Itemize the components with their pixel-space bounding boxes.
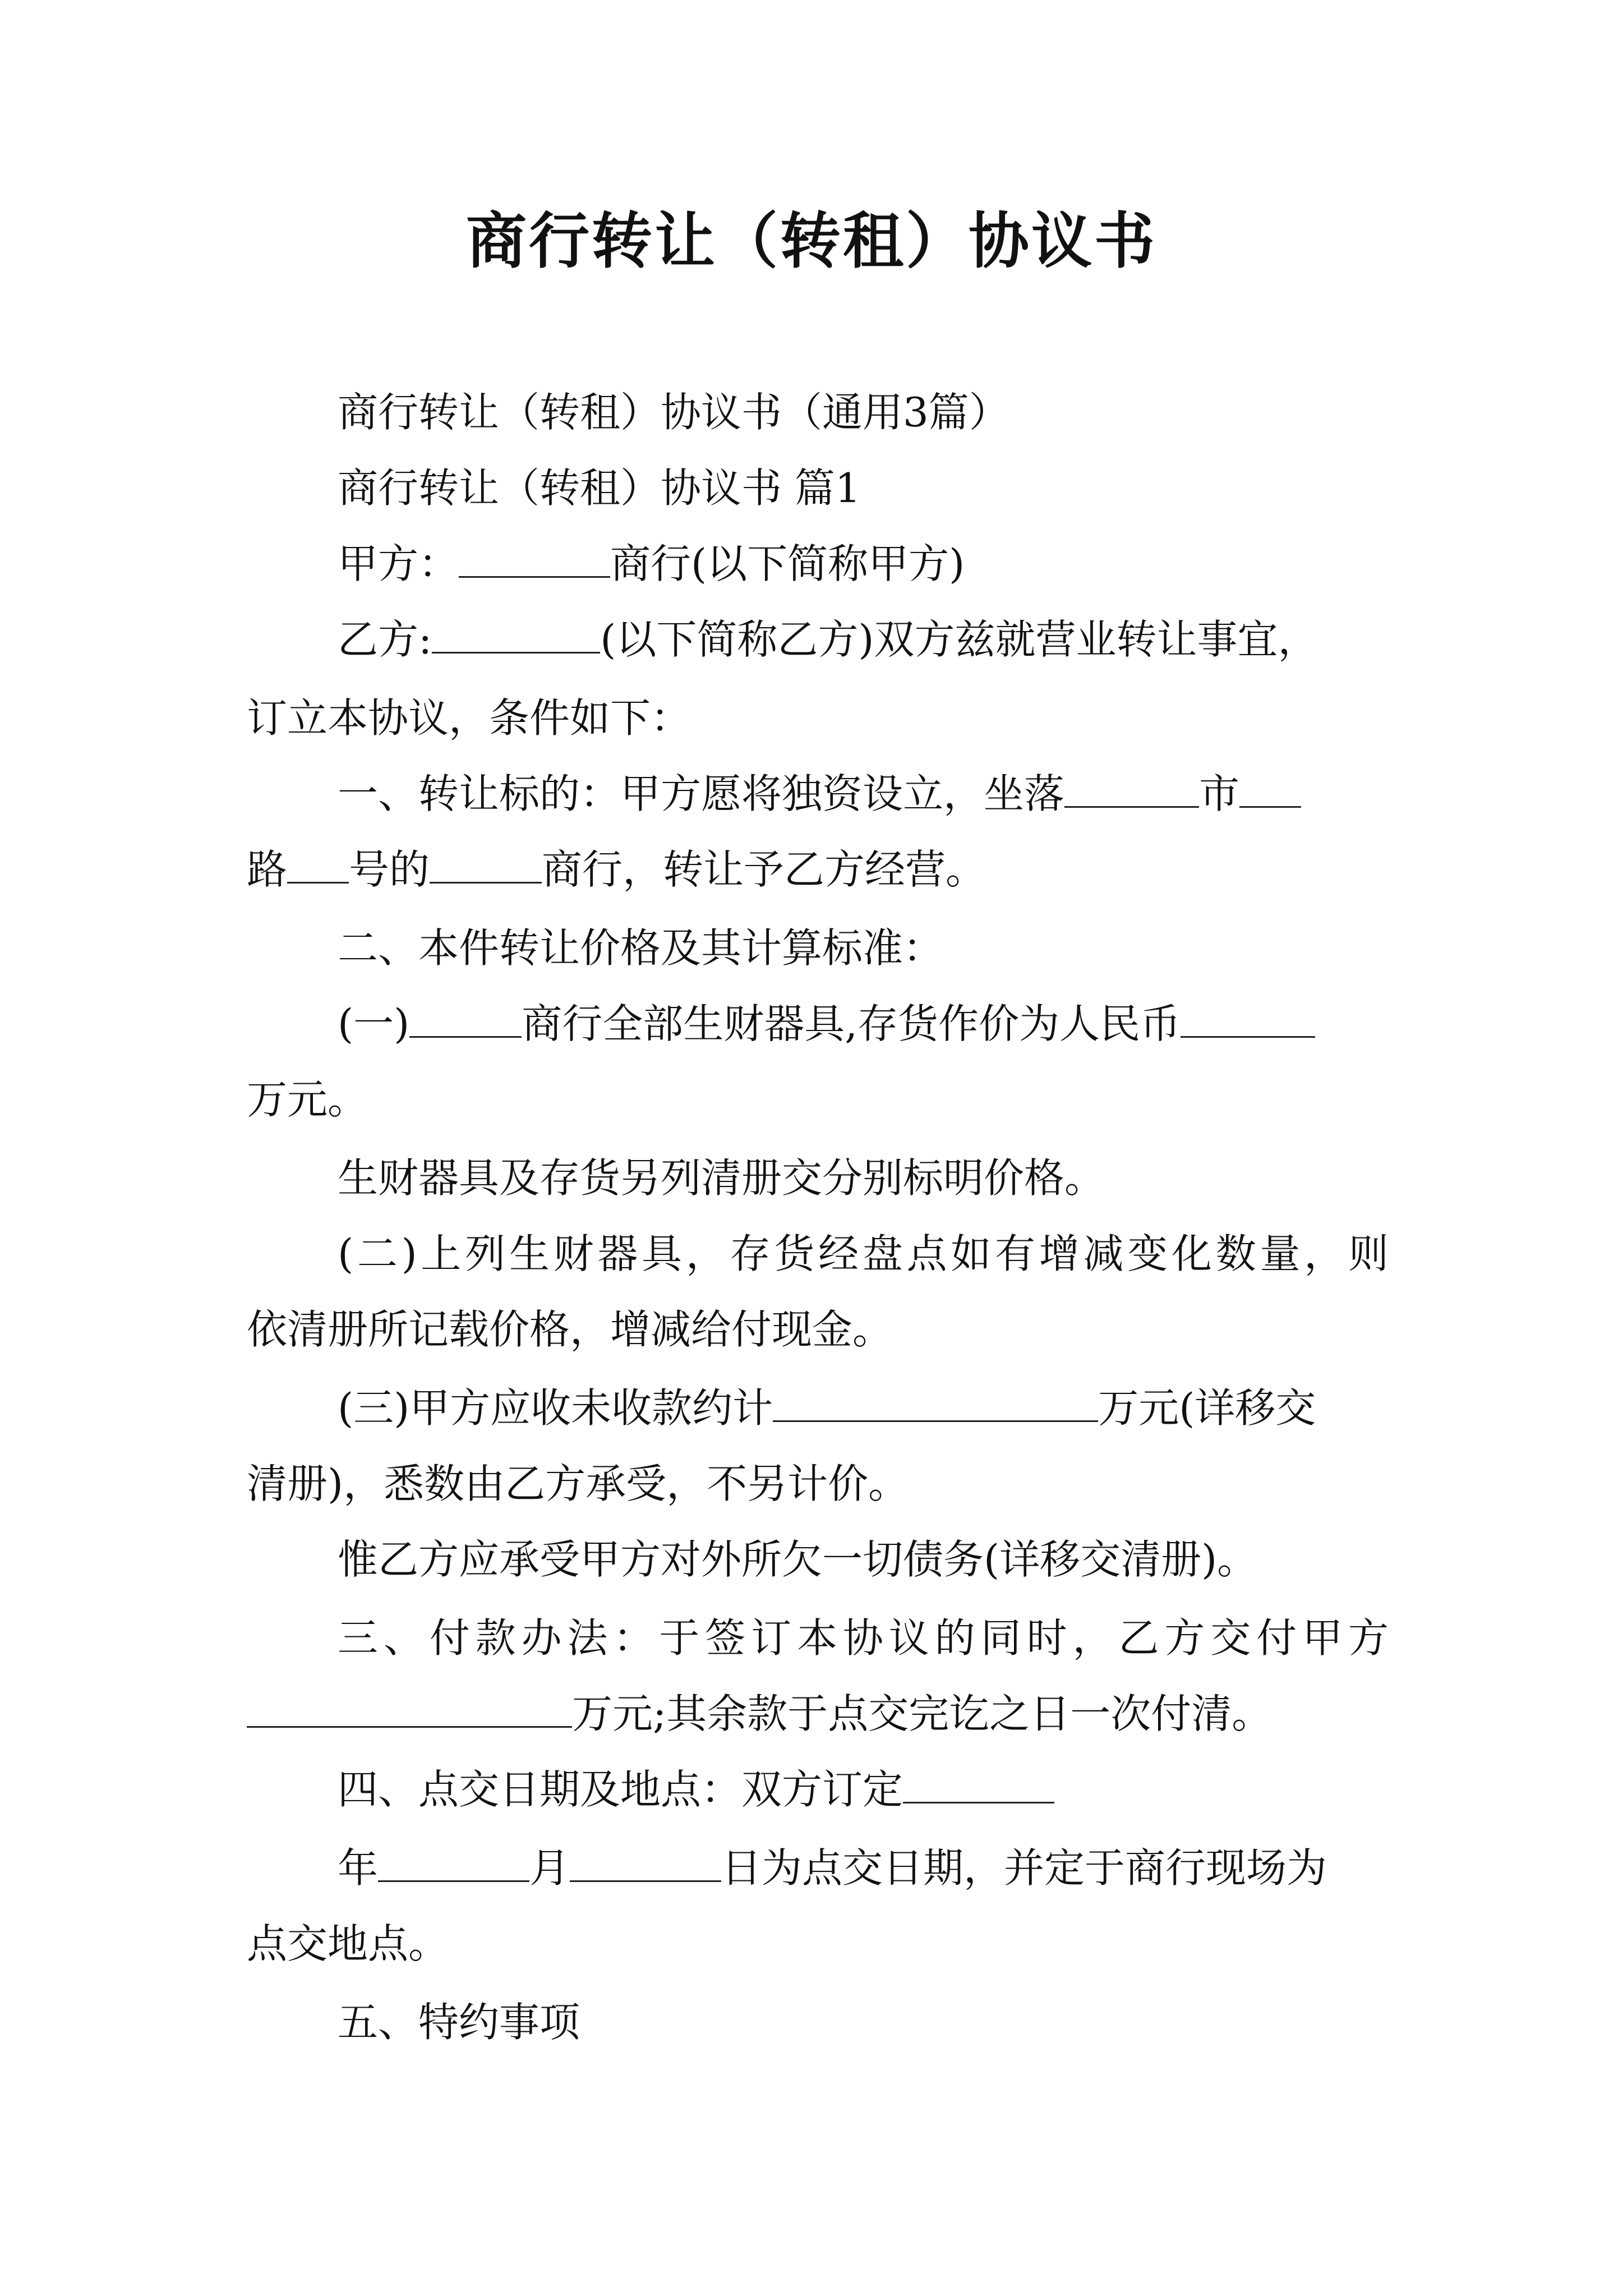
blank-field xyxy=(570,1843,721,1882)
clause-1-line: 一、转让标的：甲方愿将独资设立，坐落 市 xyxy=(338,766,1301,822)
paragraph-line: 生财器具及存货另列清册交分别标明价格。 xyxy=(338,1154,1105,1202)
paragraph-line: 万元。 xyxy=(247,1076,368,1123)
handover-date-line: 年 月 日为点交日期，并定于商行现场为 xyxy=(338,1840,1327,1896)
blank-field xyxy=(459,539,610,578)
blank-field xyxy=(430,845,542,884)
clause-1-continued: 路 号的 商行，转让予乙方经营。 xyxy=(247,841,986,898)
blank-field xyxy=(409,999,522,1038)
party-b-line: 乙方: (以下简称乙方)双方兹就营业转让事宜， xyxy=(338,611,1318,668)
clause-2-heading: 二、本件转让价格及其计算标准： xyxy=(338,924,944,972)
paragraph-line: 惟乙方应承受甲方对外所欠一切债务(详移交清册)。 xyxy=(338,1536,1258,1583)
clause-2-1-line: (一) 商行全部生财器具,存货作价为人民币 xyxy=(338,996,1315,1052)
blank-field xyxy=(1181,999,1315,1038)
party-a-line: 甲方： 商行(以下简称甲方) xyxy=(338,536,965,592)
blank-field xyxy=(247,1689,572,1728)
blank-field xyxy=(1064,769,1199,808)
clause-4-line: 四、点交日期及地点：双方订定 xyxy=(338,1761,1054,1818)
blank-field xyxy=(378,1843,529,1882)
clause-2-3-line: (三)甲方应收未收款约计 万元(详移交 xyxy=(338,1380,1316,1436)
clause-3-line: 三、付款办法：于签订本协议的同时，乙方交付甲方 xyxy=(338,1614,1389,1662)
blank-field xyxy=(287,845,349,884)
blank-field xyxy=(903,1765,1054,1803)
document-title: 商行转让（转租）协议书 xyxy=(465,206,1157,277)
subtitle-line: 商行转让（转租）协议书（通用3篇） xyxy=(338,389,1009,436)
paragraph-line: 订立本协议，条件如下： xyxy=(247,694,691,742)
blank-field xyxy=(1239,769,1301,808)
clause-2-2-line: (二)上列生财器具，存货经盘点如有增减变化数量，则 xyxy=(338,1230,1389,1277)
clause-5-heading: 五、特约事项 xyxy=(338,1999,580,2046)
section-heading: 商行转让（转租）协议书 篇1 xyxy=(338,464,861,512)
blank-field xyxy=(432,615,600,654)
paragraph-line: 依清册所记载价格，增减给付现金。 xyxy=(247,1306,893,1353)
clause-3-continued: 万元;其余款于点交完讫之日一次付清。 xyxy=(247,1686,1272,1742)
paragraph-line: 清册)，悉数由乙方承受，不另计价。 xyxy=(247,1460,909,1507)
paragraph-line: 点交地点。 xyxy=(247,1920,449,1967)
blank-field xyxy=(773,1383,1098,1422)
